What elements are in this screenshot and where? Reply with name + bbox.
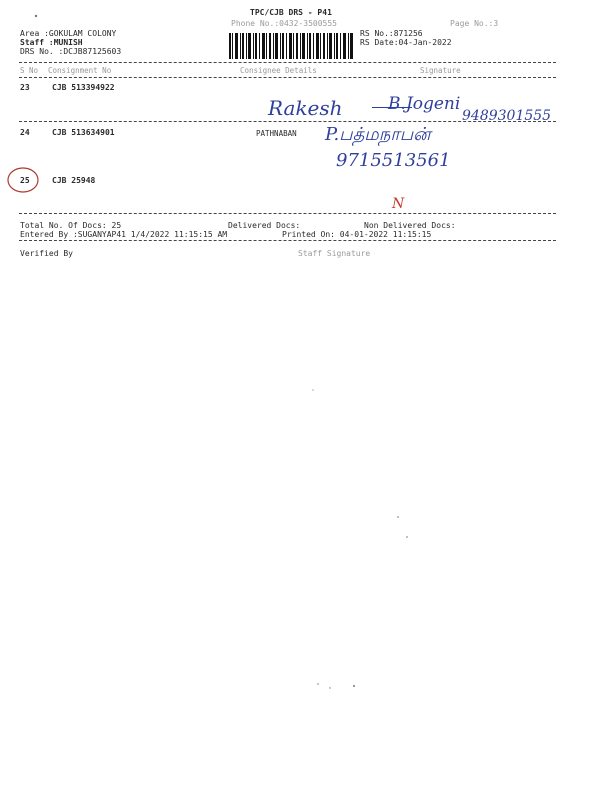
row-sno: 24 bbox=[20, 128, 30, 137]
verified-by: Verified By bbox=[20, 249, 73, 258]
col-sno: S No bbox=[20, 66, 39, 75]
printed-on: Printed On: 04-01-2022 11:15:15 bbox=[282, 230, 432, 239]
total-docs: Total No. Of Docs: 25 bbox=[20, 221, 122, 230]
rs-number: RS No.:871256 bbox=[360, 29, 423, 38]
handwritten-tamil-name: P.பத்மநாபன் bbox=[325, 124, 431, 145]
row-consignment: CJB 513634901 bbox=[52, 128, 115, 137]
handwritten-mark: N bbox=[392, 196, 405, 212]
row-consignee: PATHNABAN bbox=[256, 129, 297, 138]
phone-number: Phone No.:0432-3500555 bbox=[231, 19, 337, 28]
row-consignment: CJB 25948 bbox=[52, 176, 96, 185]
drs-title: TPC/CJB DRS - P41 bbox=[250, 8, 332, 17]
entered-by: Entered By :SUGANYAP41 1/4/2022 11:15:15 AM bbox=[20, 230, 228, 239]
col-consignee: Consignee Details bbox=[240, 66, 317, 75]
non-delivered-docs: Non Delivered Docs: bbox=[364, 221, 456, 230]
handwritten-signature: Rakesh bbox=[268, 96, 343, 120]
col-signature: Signature bbox=[420, 66, 461, 75]
handwritten-name: B.Jogeni bbox=[388, 94, 461, 114]
delivered-docs: Delivered Docs: bbox=[228, 221, 301, 230]
col-consignment: Consignment No bbox=[48, 66, 112, 75]
handwritten-phone: 9715513561 bbox=[336, 150, 451, 171]
staff-signature: Staff Signature bbox=[298, 249, 371, 258]
area-label: Area :GOKULAM COLONY bbox=[20, 29, 117, 38]
page-number: Page No.:3 bbox=[450, 19, 499, 28]
rs-date: RS Date:04-Jan-2022 bbox=[360, 38, 452, 47]
drs-number: DRS No. :DCJB87125603 bbox=[20, 47, 122, 56]
handwritten-phone: 9489301555 bbox=[462, 108, 552, 124]
row-sno: 25 bbox=[20, 176, 30, 185]
row-consignment: CJB 513394922 bbox=[52, 83, 115, 92]
row-sno: 23 bbox=[20, 83, 30, 92]
staff-label: Staff :MUNISH bbox=[20, 38, 83, 47]
